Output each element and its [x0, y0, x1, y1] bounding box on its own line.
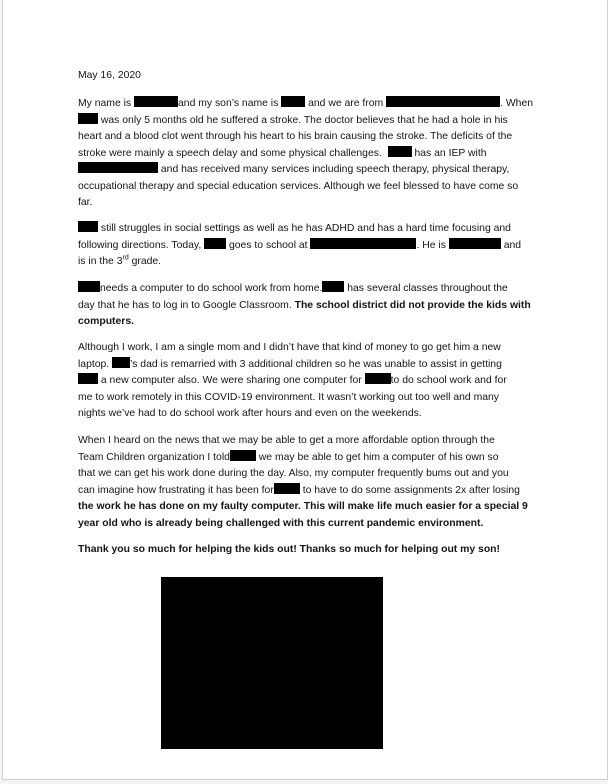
paragraph-thanks: [78, 542, 540, 559]
text: . When: [500, 98, 534, 109]
text: . He is: [416, 239, 446, 251]
text: Team Children organization I told: [78, 451, 230, 463]
text: ’s dad is remarried with 3 additional children so he was unable to assist in getting: [130, 358, 502, 370]
text: a new computer also. We were sharing one computer for: [100, 375, 362, 386]
redaction: [230, 450, 256, 461]
bold-text: computers.: [78, 316, 135, 327]
letter-date: May 16, 2020: [78, 70, 141, 81]
text: occupational therapy and special education services. Although we feel blessed to have come so: [78, 180, 519, 192]
letter-page: [2, 0, 608, 780]
redaction: [281, 96, 305, 107]
text: needs a computer to do school work from home.: [100, 283, 323, 294]
text: When I heard on the news that we may be able to get a more affordable option through the: [78, 435, 495, 446]
paragraph-struggles: [78, 221, 540, 271]
text: we may be able to get him a computer of his own so: [258, 451, 499, 463]
redaction: [386, 96, 500, 107]
redacted-signature: [161, 577, 383, 749]
paragraph-situation: [78, 340, 540, 423]
text: Although I work, I am a single mom and I didn’t have that kind of money to go get him a new: [78, 342, 501, 353]
text: day that he has to log in to Google Classroom.: [78, 299, 292, 311]
text: and we are from: [308, 98, 384, 109]
bold-text: The school district did not provide the kids with: [294, 299, 531, 311]
redaction: [78, 162, 158, 173]
redaction: [78, 373, 98, 384]
redaction: [112, 357, 130, 368]
paragraph-needs: [78, 281, 540, 331]
text: has an IEP with: [414, 147, 487, 159]
redaction: [78, 221, 98, 232]
bold-text: the work he has done on my faulty computer. This will make life much easier for a special 9: [78, 501, 528, 512]
paragraph-request: [78, 433, 540, 532]
text: far.: [78, 197, 93, 208]
text: and my son’s name is: [178, 98, 279, 109]
redaction: [310, 238, 416, 249]
redaction: [449, 238, 501, 249]
text: following directions. Today,: [78, 239, 202, 251]
redaction: [322, 281, 344, 292]
text: laptop.: [78, 358, 110, 370]
text: grade.: [131, 256, 162, 267]
redaction: [274, 483, 300, 494]
bold-text: Thank you so much for helping the kids out! Thanks so much for helping out my son!: [78, 544, 500, 555]
text: nights we’ve had to do school work after hours and even on the weekends.: [78, 408, 422, 419]
text: stroke were mainly a speech delay and some physical challenges.: [78, 147, 382, 159]
text: is in the 3: [78, 256, 123, 267]
text: to do school work and for: [390, 375, 507, 386]
text: can imagine how frustrating it has been for: [78, 484, 274, 496]
bold-text: year old who is already being challenged with this current pandemic environment.: [78, 517, 484, 529]
redaction: [78, 113, 98, 124]
text: has several classes throughout the: [347, 283, 508, 294]
redaction: [204, 238, 226, 249]
text: heart and a blood clot went through his heart to his brain causing the stroke. The deficits of the: [78, 131, 513, 142]
text: me to work remotely in this COVID-19 environment. It wasn’t working out too well and many: [78, 391, 499, 403]
text: My name is: [78, 98, 132, 109]
text: and: [503, 239, 522, 251]
paragraph-intro: [78, 96, 540, 212]
text: and has received many services including speech therapy, physical therapy,: [160, 164, 510, 175]
text: still struggles in social settings as well as he has ADHD and has a hard time focusing and: [100, 223, 511, 234]
redaction: [365, 373, 391, 384]
text: that we can get his work done during the day. Also, my computer frequently bums out and you: [78, 468, 509, 479]
text: goes to school at: [229, 239, 308, 251]
redaction: [388, 146, 412, 157]
text: was only 5 months old he suffered a stroke. The doctor believes that he had a hole in his: [100, 114, 508, 126]
redaction: [134, 96, 178, 107]
superscript: rd: [122, 254, 129, 262]
redaction: [78, 281, 100, 292]
text: to have to do some assignments 2x after losing: [302, 484, 520, 496]
